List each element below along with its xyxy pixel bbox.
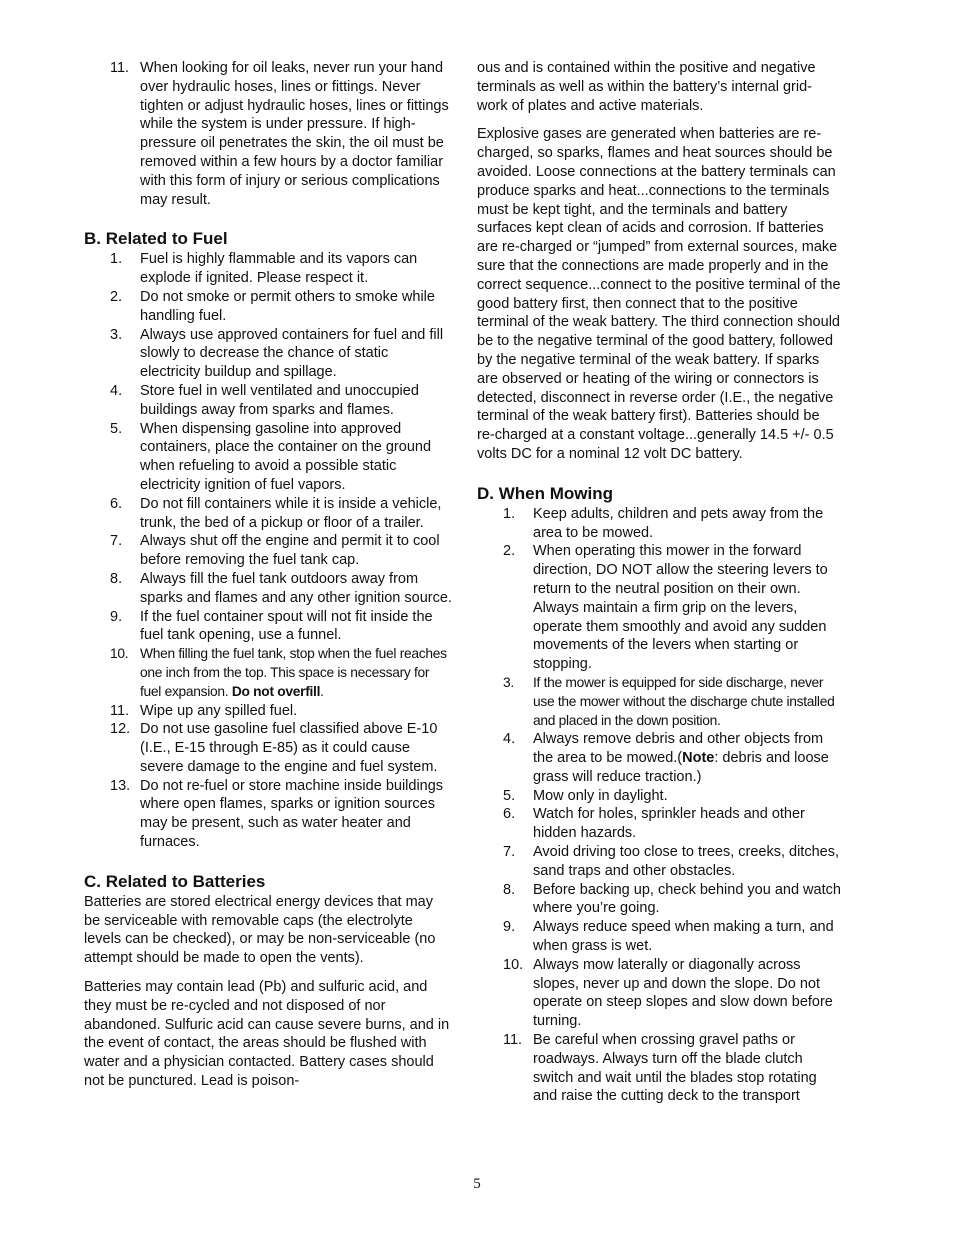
item-text: If the fuel container spout will not fit inside the fuel tank opening, use a funnel. (140, 608, 433, 644)
item-number: 10. (503, 956, 524, 973)
list-item (477, 674, 841, 730)
item-text: Do not smoke or permit others to smoke while handling fuel. (140, 288, 435, 324)
item-text: Wipe up any spilled fuel. (140, 702, 298, 719)
item-text: If the mower is equipped for side discharge, never use the mower without the discharge chute installed and placed in the down position. (533, 674, 835, 728)
list-item (84, 720, 452, 776)
item-number: 11. (110, 702, 130, 719)
item-text: Always remove debris and other objects from the area to be mowed.( (533, 731, 824, 767)
page-number: 5 (473, 1176, 481, 1192)
item-text: Fuel is highly flammable and its vapors can explode if ignited. Please respect it. (140, 251, 418, 287)
list-item (84, 608, 452, 646)
item-text: When filling the fuel tank, stop when the fuel reaches one inch from the top. This space is necessary for fuel expansion. (140, 646, 447, 699)
list-item (477, 787, 841, 806)
item-number: 9. (503, 919, 516, 936)
item-text-tail: : debris and loose grass will reduce traction.) (533, 750, 829, 785)
batteries-paragraph-continued: ous and is contained within the positive and negative terminals as well as within the battery’s internal grid-work of plates and active materials. (477, 60, 816, 114)
list-item (84, 288, 452, 326)
bold-text: Note (682, 750, 715, 767)
bold-text: Do not overfill (231, 683, 321, 699)
section-heading-fuel: B. Related to Fuel (84, 229, 228, 249)
list-item (84, 59, 452, 209)
item-number: 11. (110, 60, 130, 76)
item-text: Always mow laterally or diagonally across slopes, never up and down the slope. Do not operate on steep slopes and slow down before turning. (533, 956, 833, 1030)
list-item (477, 730, 841, 786)
section-heading-mowing: D. When Mowing (477, 483, 613, 503)
item-number: 9. (110, 608, 123, 625)
item-number: 2. (110, 288, 123, 305)
item-text: When looking for oil leaks, never run your hand over hydraulic hoses, lines or fittings. Never tighten or adjust hydraulic hoses, lines or fittings while the system is under pressure. If high-pressure oil penetrates the skin, the oil must be removed within a few hours by a doctor familiar with this form of injury or serious complications may result. (140, 60, 449, 208)
list-item (477, 542, 841, 674)
list-item (84, 532, 452, 570)
item-number: 1. (110, 251, 123, 268)
item-number: 11. (503, 1032, 523, 1049)
list-item (84, 326, 452, 382)
item-number: 5. (110, 420, 123, 437)
explosive-gases-paragraph: Explosive gases are generated when batteries are re-charged, so sparks, flames and heat sources should be avoided. Loose connections at the battery terminals can produce sparks and heat...connections to the terminals must be kept tight, and the terminals and battery surfaces kept clean of acids and corrosion. If batteries are re-charged or “jumped” from external sources, make sure that the connections are made properly and in the correct sequence...connect to the positive terminal of the good battery first, then connect that to the positive terminal of the weak battery. The third connection should be to the negative terminal of the good battery, followed by the negative terminal of the weak battery. If sparks are observed or heating of the wiring or connectors is detected, disconnect in reverse order (I.E., the negative terminal of the weak battery first). Batteries should be re-charged at a constant voltage...generally 14.5 +/- 0.5 volts DC for a nominal 12 volt DC battery. (477, 126, 841, 462)
batteries-paragraph-2: Batteries may contain lead (Pb) and sulfuric acid, and they must be re-cycled and not disposed of nor abandoned. Sulfuric acid can cause severe burns, and in the event of contact, the areas should be flushed with water and a physician contacted. Battery cases should not be punctured. Lead is poison- (84, 979, 450, 1090)
hydraulic-list (84, 59, 452, 209)
item-text: Do not re-fuel or store machine inside buildings where open flames, sparks or ignition sources may be present, such as water heater and furnaces. (140, 777, 444, 851)
item-number: 6. (110, 495, 123, 512)
item-number: 8. (110, 570, 123, 587)
item-number: 6. (503, 806, 516, 823)
item-text: Be careful when crossing gravel paths or roadways. Always turn off the blade clutch switch and wait until the blades stop rotating and raise the cutting deck to the transport (533, 1032, 817, 1105)
list-item (477, 805, 841, 843)
fuel-list (84, 250, 452, 852)
item-text: Before backing up, check behind you and watch where you’re going. (533, 881, 841, 917)
item-number: 4. (503, 731, 516, 748)
item-text: Do not fill containers while it is inside a vehicle, trunk, the bed of a pickup or floor of a trailer. (140, 495, 442, 531)
item-text: Always shut off the engine and permit it to cool before removing the fuel tank cap. (140, 533, 440, 569)
list-item (477, 918, 841, 956)
list-item (84, 702, 452, 721)
list-item (477, 1031, 841, 1106)
list-item (84, 570, 452, 608)
item-number: 13. (110, 777, 131, 794)
item-number: 12. (110, 721, 131, 738)
item-text: Keep adults, children and pets away from the area to be mowed. (533, 505, 824, 541)
list-item (84, 250, 452, 288)
list-item (84, 645, 452, 701)
list-item (477, 843, 841, 881)
left-column (84, 59, 452, 1091)
item-text: Always reduce speed when making a turn, and when grass is wet. (533, 919, 834, 955)
item-number: 7. (503, 844, 516, 861)
item-text: When operating this mower in the forward direction, DO NOT allow the steering levers to return to the neutral position on their own. Always maintain a firm grip on the levers, operate them smoothly and avoid any sudden movements of the levers when starting or stopping. (533, 543, 828, 673)
mowing-list (477, 505, 841, 1107)
item-number: 3. (110, 326, 123, 343)
item-text: When dispensing gasoline into approved containers, place the container on the ground when refueling to avoid a possible static electricity ignition of fuel vapors. (140, 420, 432, 493)
item-text: Do not use gasoline fuel classified above E-10 (I.E., E-15 through E-85) as it could cause severe damage to the engine and fuel system. (140, 721, 438, 775)
item-number: 3. (503, 674, 514, 690)
list-item (84, 495, 452, 533)
item-text-tail: . (320, 683, 324, 699)
item-number: 8. (503, 881, 516, 898)
item-number: 1. (503, 505, 516, 522)
list-item (477, 881, 841, 919)
item-text: Always use approved containers for fuel and fill slowly to decrease the chance of static electricity buildup and spillage. (140, 326, 444, 381)
item-number: 5. (503, 787, 516, 804)
list-item (84, 777, 452, 852)
list-item (84, 420, 452, 495)
list-item (477, 956, 841, 1031)
item-number: 7. (110, 533, 123, 550)
item-number: 10. (110, 646, 129, 662)
item-text: Watch for holes, sprinkler heads and other hidden hazards. (533, 806, 805, 842)
list-item (84, 382, 452, 420)
item-number: 2. (503, 543, 516, 560)
item-text: Avoid driving too close to trees, creeks, ditches, sand traps and other obstacles. (533, 844, 839, 879)
item-text: Mow only in daylight. (533, 787, 668, 804)
right-column (477, 59, 841, 1106)
list-item (477, 505, 841, 543)
section-heading-batteries: C. Related to Batteries (84, 871, 266, 891)
item-text: Always fill the fuel tank outdoors away from sparks and flames and any other ignition source. (140, 570, 452, 606)
batteries-paragraph-1: Batteries are stored electrical energy devices that may be serviceable with removable caps (the electrolyte levels can be checked), or may be non-serviceable (no attempt should be made to open the vents). (84, 893, 436, 967)
item-number: 4. (110, 382, 123, 399)
item-text: Store fuel in well ventilated and unoccupied buildings away from sparks and flames. (140, 382, 419, 418)
